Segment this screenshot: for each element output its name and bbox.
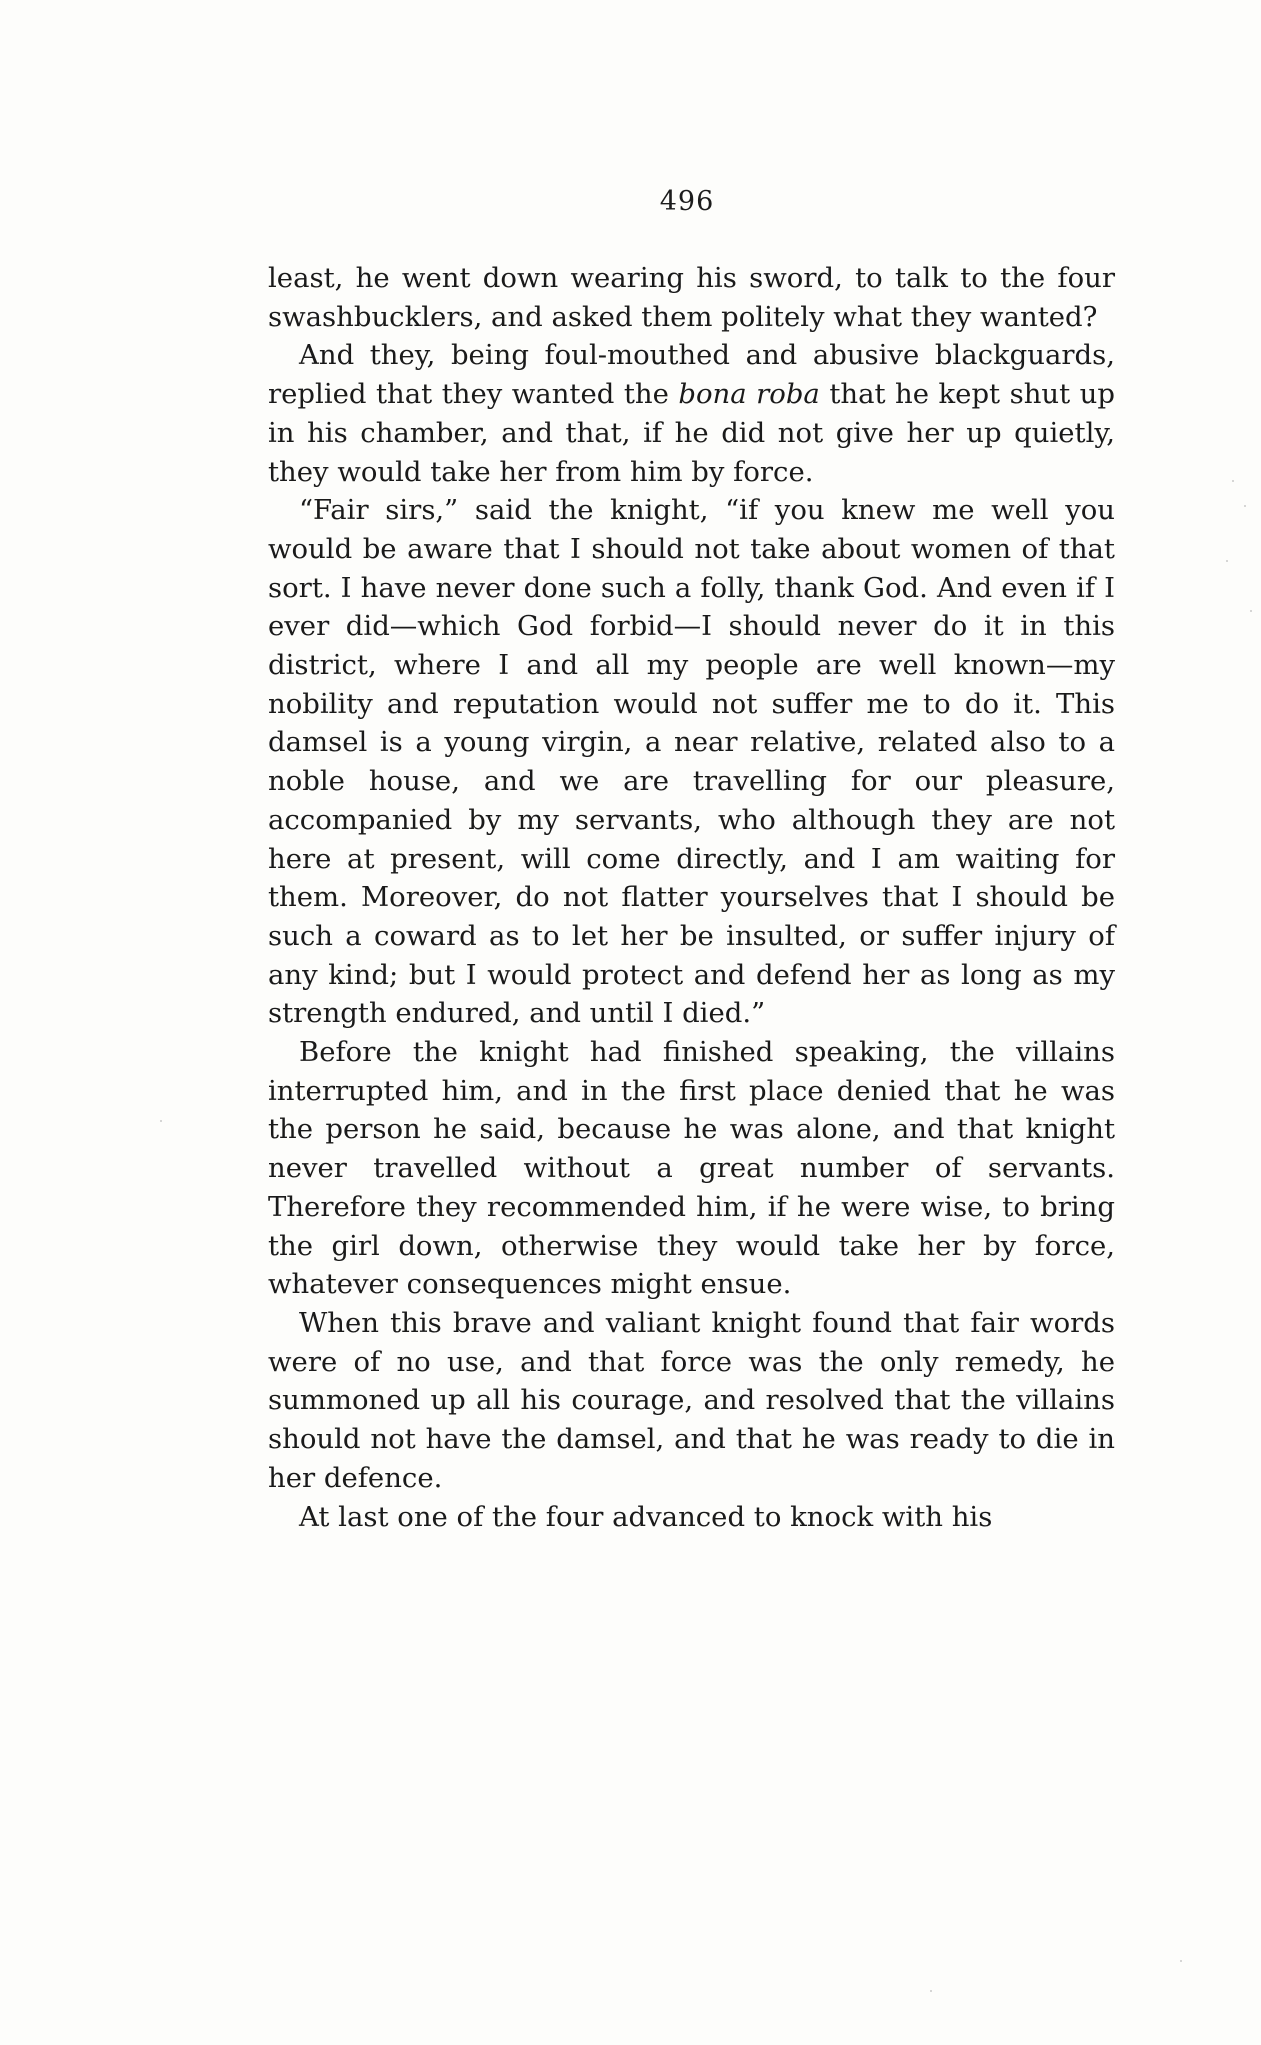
body-text: [268, 259, 1115, 1536]
paragraph-3: “Fair sirs,” said the knight, “if you knew me well you would be aware that I should not take about women of that sort. I have never done such a folly, thank God. And even if I ever did—which God forbid—I should never do it in this district, where I and all my people are well known—my nobility and reputation would not suffer me to do it. This damsel is a young virgin, a near relative, related also to a noble house, and we are travelling for our pleasure, accompanied by my servants, who although they are not here at present, will come directly, and I am waiting for them. Moreover, do not flatter yourselves that I should be such a coward as to let her be insulted, or suffer injury of any kind; but I would protect and defend her as long as my strength endured, and until I died.”: [268, 494, 1115, 1030]
paragraph-6: At last one of the four advanced to knock with his: [299, 1500, 993, 1533]
paragraph-2-after: that he kept shut up in his chamber, and that, if he did not give her up quietly, they would take her from him by force.: [268, 378, 1115, 488]
paragraph-2-before: And they, being foul-mouthed and abusive blackguards, replied that they wanted the: [268, 339, 1115, 411]
scan-speck: [1232, 480, 1234, 482]
scan-speck: [1180, 1960, 1182, 1962]
scan-speck: [930, 1990, 932, 1992]
page-number: 496: [659, 186, 715, 217]
scan-speck: [1244, 505, 1246, 507]
paragraph-2-emphasis: bona roba: [678, 378, 820, 411]
paragraph-2: [268, 336, 1115, 491]
scan-speck: [160, 1120, 162, 1122]
scan-speck: [1250, 610, 1252, 612]
paragraph-1: least, he went down wearing his sword, to talk to the four swashbucklers, and asked them politely what they wanted?: [268, 262, 1115, 333]
paragraph-5: When this brave and valiant knight found that fair words were of no use, and that force was the only remedy, he summoned up all his courage, and resolved that the villains should not have the damsel, and that he was ready to die in her defence.: [268, 1306, 1115, 1494]
scan-speck: [1226, 560, 1228, 562]
paragraph-4: Before the knight had finished speaking, the villains interrupted him, and in the first place denied that he was the person he said, because he was alone, and that knight never travelled without a great number of servants. Therefore they recommended him, if he were wise, to bring the girl down, otherwise they would take her by force, whatever consequences might ensue.: [268, 1036, 1115, 1301]
